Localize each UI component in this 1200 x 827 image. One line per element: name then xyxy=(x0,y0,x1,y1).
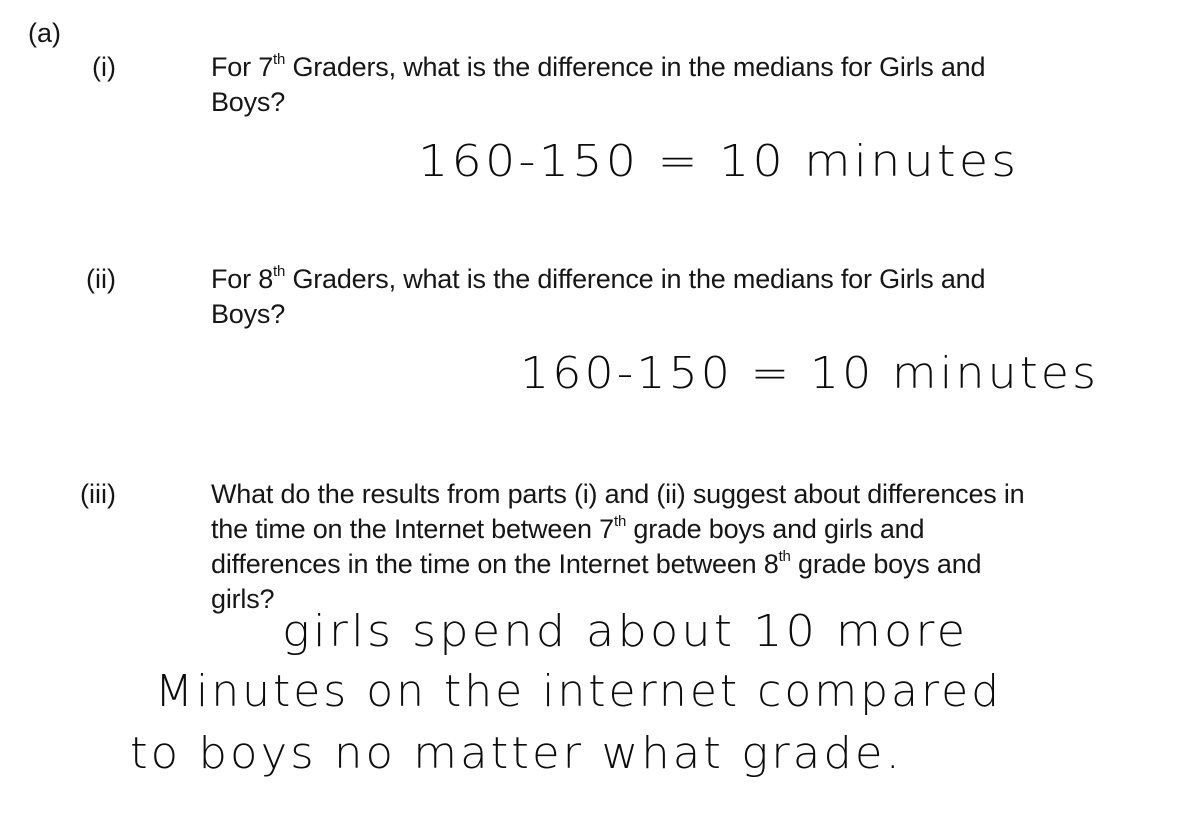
part-iii-question xyxy=(211,477,1025,617)
part-iii-handwritten-answer-line-1: girls spend about 10 more xyxy=(282,606,969,657)
question-line: girls? xyxy=(211,584,275,614)
question-line: What do the results from parts (i) and (ii) suggest about differences in xyxy=(211,479,1025,509)
part-iii-handwritten-answer-line-2: Minutes on the internet compared xyxy=(155,666,1003,717)
part-i-label: (i) xyxy=(92,52,116,82)
section-label: (a) xyxy=(28,18,61,48)
part-iii-label: (iii) xyxy=(80,479,116,509)
part-iii-handwritten-answer-line-3: to boys no matter what grade. xyxy=(130,728,903,779)
question-line: For 8th Graders, what is the difference in the medians for Girls and xyxy=(211,263,986,294)
part-i-handwritten-answer: 160-150 = 10 minutes xyxy=(418,136,1020,187)
part-ii-handwritten-answer: 160-150 = 10 minutes xyxy=(520,348,1100,399)
question-line: differences in the time on the Internet between 8th grade boys and xyxy=(211,548,982,579)
question-line: the time on the Internet between 7th grade boys and girls and xyxy=(211,513,925,544)
part-i-question xyxy=(211,50,985,120)
part-ii-question xyxy=(211,262,985,332)
part-ii-label: (ii) xyxy=(86,264,116,294)
question-line: For 7th Graders, what is the difference in the medians for Girls and xyxy=(211,51,986,82)
question-line: Boys? xyxy=(211,299,286,329)
question-line: Boys? xyxy=(211,87,286,117)
